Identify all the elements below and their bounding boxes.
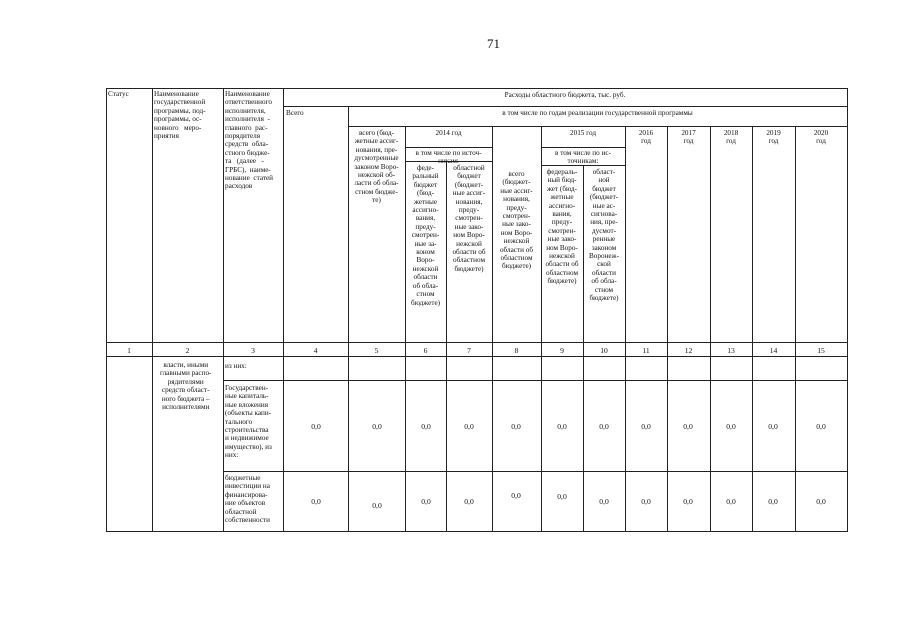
body-program-text: власти, иными главными распо- рядителями средств област- ного бюджета – исполнителями (160, 361, 212, 412)
column-number: 14 (769, 346, 778, 355)
header-by-years: в том числе по годам реализации государственной программы (502, 109, 693, 117)
table-cell: 0,0 (641, 422, 651, 431)
header-year-2014: 2014 год (435, 129, 462, 137)
column-number: 10 (600, 346, 608, 355)
header-year-2016: 2016 год (638, 129, 654, 146)
header-program-name: Наименование государственной программы, под- программы, ос- новного меро- приятия (154, 90, 206, 141)
table-cell: 0,0 (511, 491, 521, 500)
row-label-budget-investments: бюджетные инвестиции на финансирова- ние объектов областной собственности (225, 474, 270, 525)
table-cell: 0,0 (726, 497, 736, 506)
table-cell: 0,0 (816, 497, 826, 506)
table-cell: 0,0 (421, 422, 431, 431)
header-federal-2014: феде- ральный бюджет (бюд- жетные ассигно- вания, преду- смотрен- ные за- коном Воро- нежской области об обла- стном бюджете) (410, 164, 441, 307)
header-year-2015: 2015 год (570, 129, 596, 137)
table-cell: 0,0 (599, 497, 609, 506)
column-number: 11 (642, 346, 650, 355)
table-cell: 0,0 (421, 497, 431, 506)
header-regional-2015: област- ной бюджет (бюджет- ные ас- сигнова- ния, пре- дусмот- ренные законом Воронеж- ской области об обла- стном бюджете) (589, 168, 619, 303)
column-number: 5 (374, 346, 379, 355)
header-federal-2015: федераль- ный бюд- жет (бюд- жетные ассигно- вания, преду- смотрен- ные зако- ном Воро- нежской области об областном бюджете) (545, 168, 579, 286)
header-expenses-title: Расходы областного бюджета, тыс. руб. (504, 91, 626, 99)
column-number: 1 (127, 346, 131, 355)
column-number: 13 (727, 346, 735, 355)
table-cell: 0,0 (464, 497, 474, 506)
column-number: 3 (251, 346, 255, 355)
table-cell: 0,0 (816, 422, 826, 431)
header-year-2019: 2019 год (766, 129, 781, 146)
column-number: 15 (817, 346, 825, 355)
table-cell: 0,0 (464, 422, 474, 431)
header-all-2015: всего (бюджет- ные ассиг- нования, преду- смотрен- ные зако- ном Воро- нежской области об областном бюджете) (499, 170, 534, 271)
header-regional-2014: областной бюджет (бюджет- ные ассиг- нования, преду- смотрен- ные зако- ном Воро- нежской области об областном бюджете) (452, 164, 486, 273)
table-cell: 0,0 (511, 422, 521, 431)
header-all-2014: всего (бюд- жетные ассиг- нования, пре- дусмотренные законом Воро- нежской об- ласти об обла- стном бюдже- те) (354, 129, 399, 205)
column-number: 4 (313, 346, 318, 355)
table-cell: 0,0 (372, 501, 382, 510)
table-cell: 0,0 (641, 497, 651, 506)
table-cell: 0,0 (372, 422, 382, 431)
header-by-source-2015: в том числе по ис- точникам: (555, 149, 611, 166)
table-cell: 0,0 (599, 422, 609, 431)
column-number: 2 (185, 346, 190, 355)
column-number: 12 (684, 346, 693, 355)
table-cell: 0,0 (557, 492, 567, 501)
header-year-2017: 2017 год (681, 129, 696, 146)
column-number: 6 (423, 346, 428, 355)
header-year-2018: 2018 год (723, 129, 739, 146)
header-executor-name: Наименование ответственного исполнителя, исполнителя - главного рас- порядителя средств обла- стного бюдже- та (далее - ГРБС), наиме- нование статей расходов (225, 90, 274, 191)
table-cell: 0,0 (683, 497, 693, 506)
table-cell: 0,0 (557, 422, 567, 431)
header-total: Всего (286, 109, 304, 117)
header-by-source-2014: в том числе по источ- никам: (415, 149, 482, 166)
table-cell: 0,0 (311, 497, 321, 506)
header-status: Статус (108, 90, 129, 98)
column-number: 7 (467, 346, 471, 355)
column-number: 8 (514, 346, 519, 355)
table-cell: 0,0 (311, 422, 321, 431)
header-year-2020: 2020 год (813, 129, 829, 146)
column-number: 9 (560, 346, 564, 355)
row-label-capital-investments: Государствен- ные капиталь- ные вложения (объекты капи- тального строительства и недвижимое имущество), из них: (225, 384, 272, 460)
page-number: 71 (487, 36, 500, 51)
table-cell: 0,0 (726, 422, 736, 431)
table-cell: 0,0 (768, 497, 778, 506)
table-cell: 0,0 (768, 422, 778, 431)
table-cell: 0,0 (683, 422, 693, 431)
row-label-of-them: из них: (225, 362, 247, 370)
